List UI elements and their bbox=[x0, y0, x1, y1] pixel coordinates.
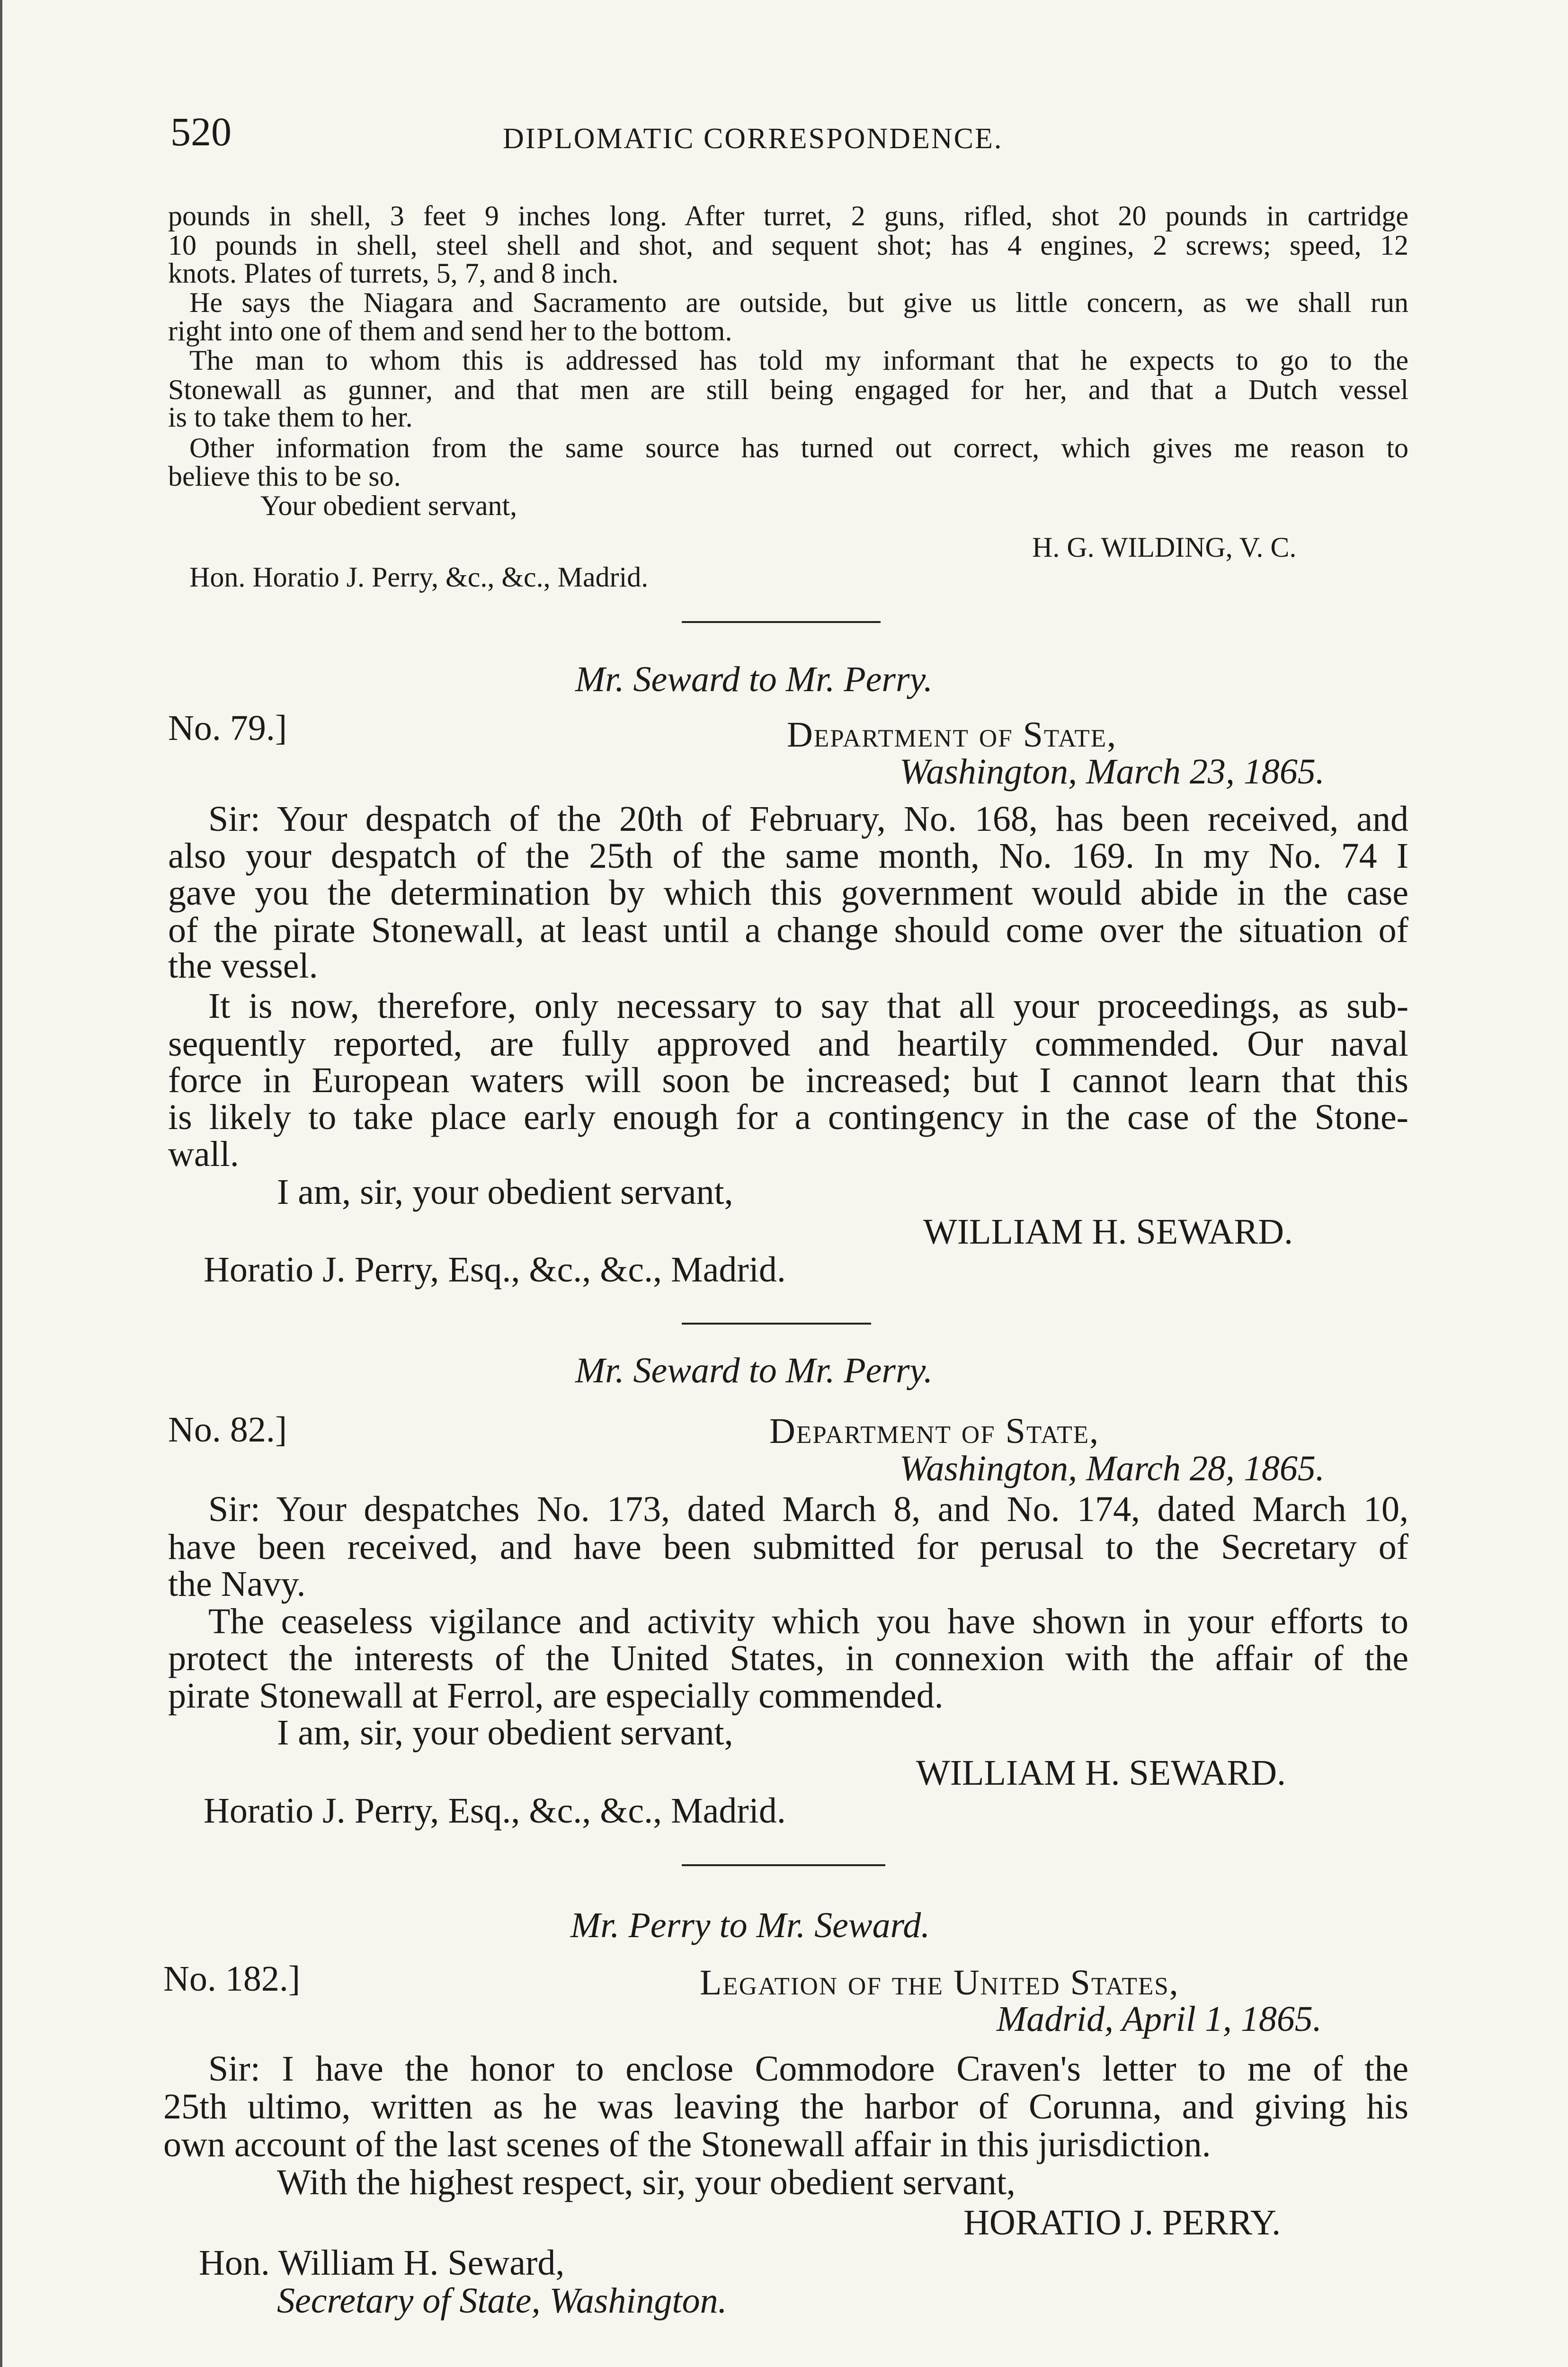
letter-closing: I am, sir, your obedient servant, bbox=[277, 1713, 733, 1753]
continuation-line: He says the Niagara and Sacramento are outside, but give us little concern, as we shall run bbox=[189, 287, 1408, 318]
letter-dateline: Washington, March 23, 1865. bbox=[900, 752, 1325, 792]
letter-office: Department of State, bbox=[769, 1411, 1100, 1451]
letter-signature: HORATIO J. PERRY. bbox=[963, 2203, 1281, 2242]
continuation-line: 10 pounds in shell, steel shell and shot, and sequent shot; has 4 engines, 2 screws; speed, 12 bbox=[168, 230, 1408, 261]
letter-body-line: the vessel. bbox=[168, 946, 318, 986]
section-divider bbox=[682, 1323, 871, 1325]
letter-body-line: Sir: Your despatch of the 20th of February, No. 168, has been received, and bbox=[208, 799, 1408, 839]
continuation-line: knots. Plates of turrets, 5, 7, and 8 inch. bbox=[168, 258, 619, 289]
letter-heading: Mr. Seward to Mr. Perry. bbox=[575, 659, 933, 699]
letter-addressee: Hon. William H. Seward, bbox=[199, 2243, 565, 2283]
letter-body-line: force in European waters will soon be increased; but I cannot learn that this bbox=[168, 1060, 1408, 1100]
continuation-signature: H. G. WILDING, V. C. bbox=[1032, 532, 1297, 563]
page-edge-shadow bbox=[0, 0, 2, 2367]
letter-number: No. 82.] bbox=[168, 1410, 287, 1450]
letter-dateline: Washington, March 28, 1865. bbox=[900, 1449, 1325, 1488]
letter-body-line: The ceaseless vigilance and activity which you have shown in your efforts to bbox=[208, 1602, 1408, 1641]
letter-dateline: Madrid, April 1, 1865. bbox=[997, 1999, 1322, 2039]
letter-number: No. 182.] bbox=[163, 1959, 301, 1999]
letter-body-line: Sir: I have the honor to enclose Commodore Craven's letter to me of the bbox=[208, 2049, 1408, 2089]
letter-body-line: wall. bbox=[168, 1134, 239, 1174]
letter-addressee: Horatio J. Perry, Esq., &c., &c., Madrid. bbox=[204, 1791, 786, 1831]
letter-number: No. 79.] bbox=[168, 708, 287, 748]
letter-body-line: the Navy. bbox=[168, 1564, 306, 1604]
letter-closing: I am, sir, your obedient servant, bbox=[277, 1172, 733, 1212]
continuation-line: pounds in shell, 3 feet 9 inches long. After turret, 2 guns, rifled, shot 20 pounds in cartridge bbox=[168, 200, 1408, 231]
letter-body-line: pirate Stonewall at Ferrol, are especially commended. bbox=[168, 1676, 944, 1716]
letter-body-line: own account of the last scenes of the Stonewall affair in this jurisdiction. bbox=[163, 2125, 1211, 2164]
letter-heading: Mr. Seward to Mr. Perry. bbox=[575, 1351, 933, 1390]
letter-signature: WILLIAM H. SEWARD. bbox=[916, 1753, 1286, 1793]
section-divider bbox=[682, 1864, 885, 1866]
letter-body-line: have been received, and have been submitted for perusal to the Secretary of bbox=[168, 1527, 1408, 1567]
page-number: 520 bbox=[170, 109, 232, 154]
letter-body-line: of the pirate Stonewall, at least until a change should come over the situation of bbox=[168, 910, 1408, 950]
continuation-addressee: Hon. Horatio J. Perry, &c., &c., Madrid. bbox=[189, 561, 649, 593]
continuation-line: The man to whom this is addressed has told my informant that he expects to go to the bbox=[189, 345, 1408, 376]
letter-heading: Mr. Perry to Mr. Seward. bbox=[570, 1905, 930, 1945]
letter-body-line: is likely to take place early enough for a contingency in the case of the Stone- bbox=[168, 1097, 1408, 1137]
letter-addressee-title: Secretary of State, Washington. bbox=[277, 2281, 727, 2321]
letter-body-line: gave you the determination by which this government would abide in the case bbox=[168, 873, 1408, 913]
continuation-line: right into one of them and send her to the bottom. bbox=[168, 315, 732, 347]
letter-body-line: 25th ultimo, written as he was leaving the harbor of Corunna, and giving his bbox=[163, 2087, 1408, 2127]
letter-signature: WILLIAM H. SEWARD. bbox=[923, 1212, 1293, 1252]
running-title: DIPLOMATIC CORRESPONDENCE. bbox=[503, 123, 1003, 155]
letter-body-line: It is now, therefore, only necessary to say that all your proceedings, as sub- bbox=[208, 986, 1408, 1026]
letter-body-line: also your despatch of the 25th of the same month, No. 169. In my No. 74 I bbox=[168, 836, 1408, 876]
letter-closing: With the highest respect, sir, your obedient servant, bbox=[277, 2162, 1016, 2202]
letter-body-line: protect the interests of the United States, in connexion with the affair of the bbox=[168, 1638, 1408, 1678]
continuation-line: Stonewall as gunner, and that men are still being engaged for her, and that a Dutch vessel bbox=[168, 374, 1408, 405]
letter-body-line: Sir: Your despatches No. 173, dated March 8, and No. 174, dated March 10, bbox=[208, 1489, 1408, 1529]
continuation-line: Other information from the same source has turned out correct, which gives me reason to bbox=[189, 432, 1408, 463]
letter-addressee: Horatio J. Perry, Esq., &c., &c., Madrid. bbox=[204, 1250, 786, 1290]
continuation-closing: Your obedient servant, bbox=[260, 490, 517, 521]
letter-body-line: sequently reported, are fully approved and heartily commended. Our naval bbox=[168, 1024, 1408, 1064]
section-divider bbox=[682, 621, 881, 623]
continuation-line: believe this to be so. bbox=[168, 461, 401, 492]
continuation-line: is to take them to her. bbox=[168, 401, 413, 433]
letter-office: Legation of the United States, bbox=[700, 1963, 1179, 2002]
letter-office: Department of State, bbox=[787, 715, 1117, 755]
